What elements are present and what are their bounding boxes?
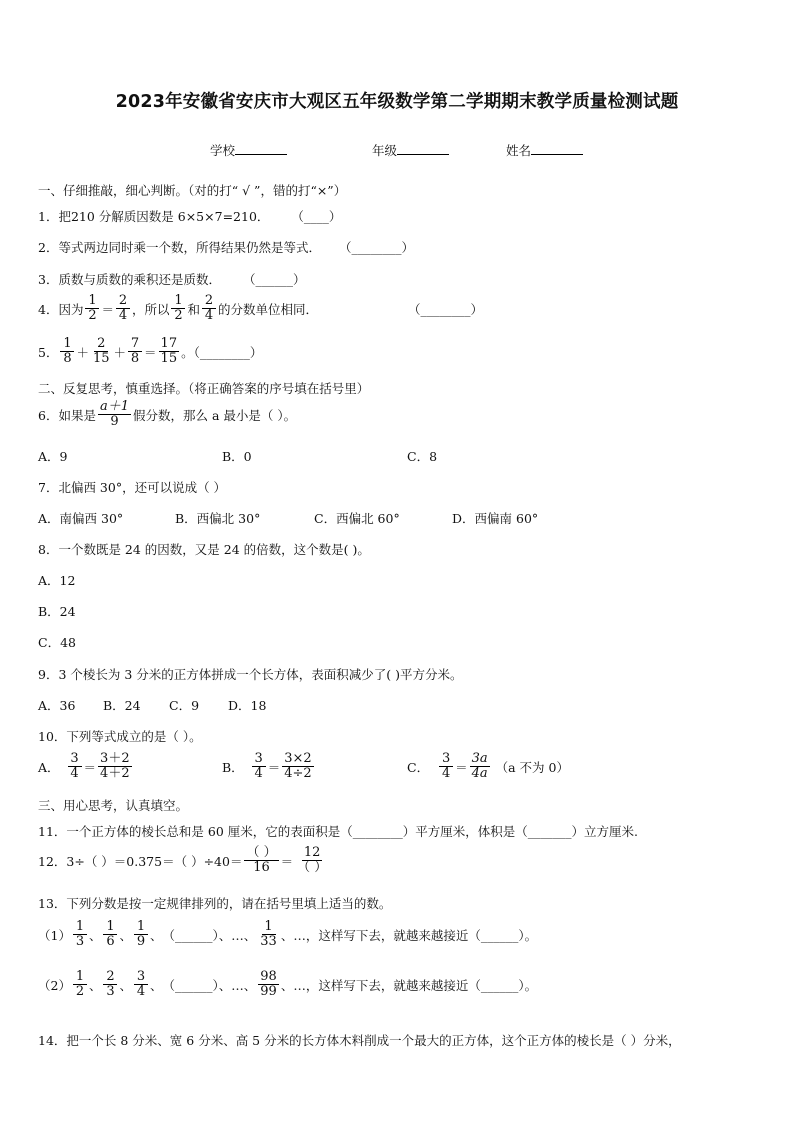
plus-sign: ＋ [76, 344, 89, 360]
q9-option-b[interactable]: B．24 [103, 698, 141, 713]
question-9 [38, 665, 463, 683]
q10-option-c-note: （a 不为 0） [495, 759, 569, 775]
q5-fraction-2: $\frac{2}{15}$ [92, 336, 110, 367]
question-5-answer[interactable]: 。（________） [181, 344, 263, 360]
question-4-prefix: 4．因为 [38, 301, 84, 317]
question-6 [38, 400, 296, 430]
separator: 、 [88, 977, 102, 993]
question-5-prefix: 5． [38, 344, 59, 360]
equals-sign: ＝ [280, 853, 294, 869]
equals-sign: ＝ [267, 759, 281, 775]
q13-2-suffix[interactable]: 、…，这样写下去，就越来越接近（______）。 [280, 977, 538, 993]
q10-option-b[interactable] [222, 752, 316, 782]
question-4-suffix: 的分数单位相同． [218, 301, 319, 317]
name-label: 姓名 [506, 143, 532, 158]
question-6-prefix: 6．如果是 [38, 407, 96, 423]
q10-option-c[interactable] [407, 752, 569, 782]
q13-2-fraction-4: $\frac{98}{99}$ [260, 969, 277, 1000]
q10-a-fraction-1: $\frac{3}{4}$ [68, 752, 82, 782]
q6-option-c[interactable]: C．8 [407, 449, 438, 464]
q9-option-d[interactable]: D．18 [228, 698, 267, 713]
question-13-text: 13．下列分数是按一定规律排列的，请在括号里填上适当的数。 [38, 896, 392, 911]
q6-option-a[interactable]: A．9 [38, 449, 68, 464]
q12-fraction-2[interactable]: $\frac{12}{( )}$ [297, 845, 328, 876]
question-3-text: 3．质数与质数的乘积还是质数． [38, 272, 221, 287]
question-12 [38, 846, 331, 876]
q5-fraction-4: $\frac{17}{15}$ [160, 336, 178, 367]
name-blank[interactable] [531, 143, 583, 155]
equals-sign: ＝ [455, 759, 468, 775]
equals-sign: ＝ [83, 759, 97, 775]
question-5 [38, 337, 262, 367]
q13-2-fraction-3: $\frac{3}{4}$ [134, 970, 148, 1000]
q13-1-suffix[interactable]: 、…，这样写下去，就越来越接近（______）。 [280, 927, 538, 943]
question-6-suffix: 假分数，那么 a 最小是（ ）。 [132, 407, 297, 423]
grade-blank[interactable] [397, 143, 449, 155]
q10-c-fraction-2: $\frac{3a}{4a}$ [471, 751, 488, 782]
question-2-text: 2．等式两边同时乘一个数，所得结果仍然是等式． [38, 240, 321, 255]
q10-option-c-label: C． [407, 759, 430, 775]
question-14-text[interactable]: 14．把一个长 8 分米、宽 6 分米、高 5 分米的长方体木料削成一个最大的正方体，这个正方体的棱长是（ ）分米， [38, 1033, 681, 1048]
question-10-text: 10．下列等式成立的是（ ）。 [38, 729, 202, 744]
q8-option-b[interactable]: B．24 [38, 604, 76, 619]
q13-1-fraction-3: $\frac{1}{9}$ [134, 920, 148, 950]
q13-2-fraction-1: $\frac{1}{2}$ [73, 970, 87, 1000]
question-10 [38, 727, 202, 745]
q7-option-a[interactable]: A．南偏西 30° [38, 511, 124, 526]
section-1-text: 一、仔细推敲，细心判断。（对的打“ √ ”，错的打“×”） [38, 183, 347, 198]
school-label: 学校 [210, 143, 236, 158]
question-14 [38, 1031, 681, 1049]
question-13 [38, 894, 391, 912]
equals-sign: ＝ [101, 301, 114, 317]
separator: 、 [88, 927, 102, 943]
plus-sign: ＋ [113, 344, 127, 360]
q9-option-c[interactable]: C．9 [169, 698, 200, 713]
question-3 [38, 270, 305, 288]
q4-fraction-1: $\frac{1}{2}$ [85, 294, 99, 324]
section-1-heading [38, 181, 346, 199]
question-4-and: 和 [187, 301, 200, 317]
grade-label: 年级 [372, 143, 398, 158]
q4-fraction-4: $\frac{2}{4}$ [202, 294, 216, 324]
question-3-answer[interactable]: （______） [242, 272, 306, 287]
q6-fraction: $\frac{a+1}{9}$ [99, 399, 129, 430]
q13-2-fraction-2: $\frac{2}{3}$ [103, 970, 117, 1000]
q10-a-fraction-2: $\frac{3+2}{4+2}$ [100, 751, 130, 782]
q5-fraction-1: $\frac{1}{8}$ [60, 337, 74, 367]
section-2-text: 二、反复思考，慎重选择。（将正确答案的序号填在括号里） [38, 381, 370, 396]
name-field [506, 141, 583, 159]
question-4-middle: ，所以 [131, 301, 170, 317]
question-11 [38, 822, 638, 840]
question-13-part-2 [38, 970, 537, 1000]
q8-option-a[interactable]: A．12 [38, 573, 76, 588]
separator: 、 [149, 927, 163, 943]
question-7-text: 7．北偏西 30°，还可以说成（ ） [38, 480, 227, 495]
school-blank[interactable] [235, 143, 287, 155]
question-12-text[interactable]: 12．3÷（ ）＝0.375＝（ ）÷40＝ [38, 853, 243, 869]
page-title: 2023年安徽省安庆市大观区五年级数学第二学期期末教学质量检测试题 [115, 92, 679, 112]
grade-field [372, 141, 449, 159]
q12-fraction-1[interactable]: $\frac{( )}{16}$ [246, 845, 277, 876]
section-3-text: 三、用心思考，认真填空。 [38, 798, 189, 813]
question-4-answer[interactable]: （________） [408, 301, 484, 317]
q10-option-a[interactable] [38, 752, 134, 782]
q10-b-fraction-1: $\frac{3}{4}$ [252, 752, 266, 782]
question-2 [38, 238, 414, 256]
q13-2-prefix: （2） [38, 977, 71, 993]
q8-option-c[interactable]: C．48 [38, 635, 76, 650]
q10-c-fraction-1: $\frac{3}{4}$ [439, 752, 453, 782]
q13-1-fraction-2: $\frac{1}{6}$ [103, 920, 117, 950]
q10-b-fraction-2: $\frac{3\times 2}{4\div 2}$ [284, 751, 312, 782]
q13-1-fraction-4: $\frac{1}{33}$ [260, 919, 277, 950]
q7-option-d[interactable]: D．西偏南 60° [452, 511, 539, 526]
q7-option-c[interactable]: C．西偏北 60° [314, 511, 400, 526]
separator: 、 [149, 977, 163, 993]
section-3-heading [38, 796, 188, 814]
q7-option-b[interactable]: B．西偏北 30° [175, 511, 261, 526]
section-2-heading [38, 379, 369, 397]
question-1 [38, 207, 341, 225]
q9-option-a[interactable]: A．36 [38, 698, 76, 713]
q10-option-a-label: A． [38, 759, 60, 775]
question-11-text[interactable]: 11．一个正方体的棱长总和是 60 厘米，它的表面积是（________）平方厘米，体积是（_______）立方厘米. [38, 824, 638, 839]
q10-option-b-label: B． [222, 759, 244, 775]
separator: 、 [119, 927, 132, 943]
equals-sign: ＝ [144, 344, 157, 360]
question-1-text: 1．把210 分解质因数是 6×5×7=210． [38, 209, 270, 224]
question-7 [38, 478, 226, 496]
q13-2-blank[interactable]: （______）、…、 [162, 977, 257, 993]
q6-option-b[interactable]: B．0 [222, 449, 252, 464]
q5-fraction-3: $\frac{7}{8}$ [128, 337, 142, 367]
school-field [210, 141, 287, 159]
question-2-answer[interactable]: （________） [338, 240, 414, 255]
separator: 、 [119, 977, 132, 993]
q13-1-blank[interactable]: （______）、…、 [162, 927, 257, 943]
q4-fraction-2: $\frac{2}{4}$ [116, 294, 130, 324]
question-13-part-1 [38, 920, 537, 950]
question-8 [38, 540, 370, 558]
q4-fraction-3: $\frac{1}{2}$ [171, 294, 185, 324]
question-9-text: 9．3 个棱长为 3 分米的正方体拼成一个长方体，表面积减少了( )平方分米。 [38, 667, 463, 682]
q13-1-prefix: （1） [38, 927, 71, 943]
question-4 [38, 294, 483, 324]
question-1-answer[interactable]: （____） [291, 209, 342, 224]
question-8-text: 8．一个数既是 24 的因数，又是 24 的倍数，这个数是( )。 [38, 542, 370, 557]
q13-1-fraction-1: $\frac{1}{3}$ [73, 920, 87, 950]
